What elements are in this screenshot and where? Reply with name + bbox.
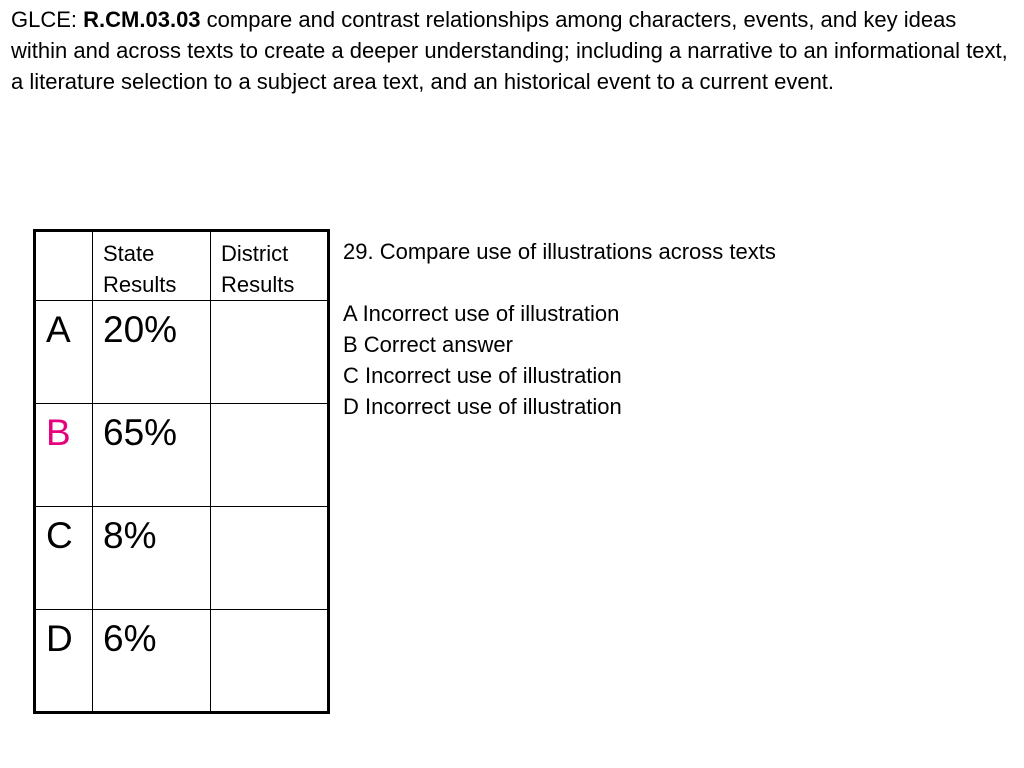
header-district-results: District Results [211,231,329,301]
spacer [343,267,983,298]
state-result-cell: 8% [93,507,211,610]
standard-prefix: GLCE: [11,7,78,32]
state-result-cell: 20% [93,301,211,404]
table-header-row [35,231,329,301]
state-result-cell: 65% [93,404,211,507]
answer-letter-cell: A [35,301,93,404]
standard-description: compare and contrast relationships among characters, events, and key ideas within and across texts to create a deeper understanding; including a narrative to an informational text, a literature selection to a subject area text, and an historical event to a current event. [11,7,1008,94]
answer-letter-cell-correct: B [35,404,93,507]
district-result-cell [211,404,329,507]
table-row [35,610,329,713]
answer-option: C Incorrect use of illustration [343,363,622,388]
district-result-cell [211,507,329,610]
state-result-cell: 6% [93,610,211,713]
table-row [35,404,329,507]
question-title: 29. Compare use of illustrations across texts [343,239,776,264]
results-table [33,229,330,714]
standard-code: R.CM.03.03 [83,7,201,32]
question-block [343,236,983,422]
answer-option: A Incorrect use of illustration [343,301,620,326]
answer-option: D Incorrect use of illustration [343,394,622,419]
header-letter-cell [35,231,93,301]
standard-heading [11,4,1017,97]
table-row [35,507,329,610]
district-result-cell [211,610,329,713]
answer-letter-cell: C [35,507,93,610]
header-state-results: State Results [93,231,211,301]
district-result-cell [211,301,329,404]
table-row [35,301,329,404]
answer-letter-cell: D [35,610,93,713]
answer-option: B Correct answer [343,332,513,357]
